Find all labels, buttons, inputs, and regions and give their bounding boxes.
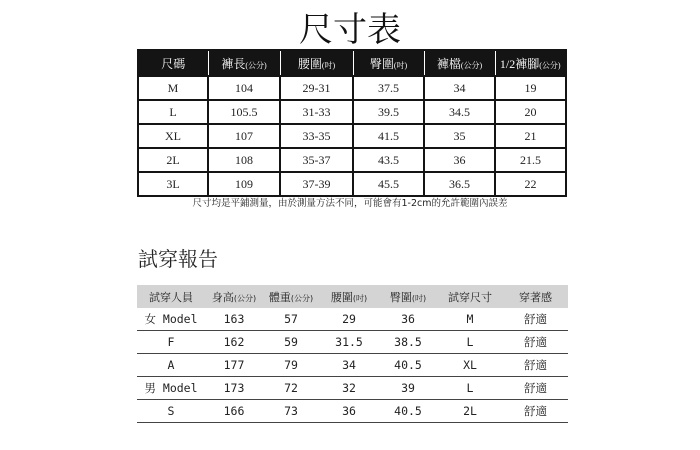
size-chart-table (137, 49, 567, 197)
header-unit: (公分) (245, 60, 267, 70)
header-label: 腰圍 (330, 290, 353, 304)
table-cell: 29 (319, 308, 379, 331)
header-label: 試穿尺寸 (448, 290, 492, 304)
table-cell: 36 (379, 308, 437, 331)
table-cell: 45.5 (353, 172, 424, 196)
header-label: 身高 (211, 290, 234, 304)
size-chart-title: 尺寸表 (299, 10, 401, 50)
trial-header-row (137, 285, 568, 308)
table-row (137, 377, 568, 400)
table-cell: M (437, 308, 503, 331)
table-cell: 21 (495, 124, 566, 148)
table-cell: 舒適 (503, 331, 568, 354)
table-cell: A (137, 354, 205, 377)
table-row (137, 308, 568, 331)
trial-header-size (437, 285, 503, 308)
header-label: 穿著感 (519, 290, 552, 304)
trial-header-waist (319, 285, 379, 308)
table-cell: 43.5 (353, 148, 424, 172)
trial-header-weight (263, 285, 319, 308)
table-cell: 166 (205, 400, 263, 423)
table-cell: 35-37 (280, 148, 353, 172)
header-unit: (公分) (460, 60, 483, 70)
header-unit: (公分) (539, 60, 561, 70)
header-label: 褲檔 (436, 56, 461, 71)
table-cell: 37.5 (353, 76, 424, 100)
table-cell: 36 (319, 400, 379, 423)
table-row (138, 172, 566, 196)
table-cell: 107 (208, 124, 280, 148)
table-cell: 31-33 (280, 100, 353, 124)
table-row (137, 400, 568, 423)
table-cell: 32 (319, 377, 379, 400)
table-cell: L (138, 100, 208, 124)
table-cell: 舒適 (503, 400, 568, 423)
table-cell: 女 Model (137, 308, 205, 331)
size-header-length (208, 50, 280, 76)
table-cell: 2L (138, 148, 208, 172)
table-cell: 19 (495, 76, 566, 100)
table-cell: 舒適 (503, 354, 568, 377)
size-header-hem (495, 50, 566, 76)
trial-header-person (137, 285, 205, 308)
table-cell: S (137, 400, 205, 423)
header-label: 褲長 (221, 56, 246, 71)
header-unit: (吋) (393, 60, 408, 70)
table-cell: 177 (205, 354, 263, 377)
header-unit: (公分) (290, 293, 314, 303)
table-cell: 3L (138, 172, 208, 196)
trial-report-title: 試穿報告 (138, 247, 218, 271)
header-label: 體重 (268, 290, 291, 304)
table-cell: 36.5 (424, 172, 495, 196)
table-cell: 37-39 (280, 172, 353, 196)
table-cell: 34.5 (424, 100, 495, 124)
header-unit: (吋) (352, 293, 368, 303)
table-cell: 162 (205, 331, 263, 354)
table-row (138, 148, 566, 172)
table-cell: 21.5 (495, 148, 566, 172)
table-cell: 40.5 (379, 354, 437, 377)
size-header-hip (353, 50, 424, 76)
table-cell: 男 Model (137, 377, 205, 400)
table-row (138, 124, 566, 148)
table-row (137, 354, 568, 377)
header-label: 1/2褲腳 (499, 56, 540, 71)
table-cell: 72 (263, 377, 319, 400)
header-unit: (吋) (321, 60, 336, 70)
header-label: 腰圍 (297, 56, 322, 71)
table-cell: 109 (208, 172, 280, 196)
table-cell: 108 (208, 148, 280, 172)
table-cell: 163 (205, 308, 263, 331)
table-cell: M (138, 76, 208, 100)
table-cell: 40.5 (379, 400, 437, 423)
table-cell: 舒適 (503, 377, 568, 400)
trial-header-height (205, 285, 263, 308)
table-cell: 104 (208, 76, 280, 100)
table-cell: 173 (205, 377, 263, 400)
table-cell: 105.5 (208, 100, 280, 124)
table-cell: 35 (424, 124, 495, 148)
size-header-rise (424, 50, 495, 76)
trial-report-table (137, 285, 568, 423)
table-cell: 2L (437, 400, 503, 423)
table-cell: 舒適 (503, 308, 568, 331)
table-cell: 20 (495, 100, 566, 124)
header-label: 試穿人員 (149, 290, 193, 304)
table-cell: L (437, 331, 503, 354)
trial-header-hip (379, 285, 437, 308)
size-chart-header-row (138, 50, 566, 76)
table-cell: 38.5 (379, 331, 437, 354)
table-row (137, 331, 568, 354)
table-cell: 39.5 (353, 100, 424, 124)
trial-header-fit (503, 285, 568, 308)
table-cell: 34 (319, 354, 379, 377)
table-cell: 41.5 (353, 124, 424, 148)
header-unit: (公分) (233, 293, 257, 303)
table-cell: XL (138, 124, 208, 148)
table-cell: 33-35 (280, 124, 353, 148)
header-label: 臀圍 (369, 56, 394, 71)
table-cell: 22 (495, 172, 566, 196)
table-cell: 59 (263, 331, 319, 354)
table-cell: 79 (263, 354, 319, 377)
table-cell: 34 (424, 76, 495, 100)
header-unit: (吋) (411, 293, 427, 303)
table-cell: 57 (263, 308, 319, 331)
table-cell: F (137, 331, 205, 354)
table-cell: 36 (424, 148, 495, 172)
table-row (138, 100, 566, 124)
table-cell: 31.5 (319, 331, 379, 354)
table-cell: L (437, 377, 503, 400)
table-cell: XL (437, 354, 503, 377)
measurement-note: 尺寸均是平鋪測量，由於測量方法不同，可能會有1-2cm的允許範圍內誤差 (192, 198, 508, 209)
table-cell: 73 (263, 400, 319, 423)
table-cell: 39 (379, 377, 437, 400)
table-cell: 29-31 (280, 76, 353, 100)
size-header-waist (280, 50, 353, 76)
size-header-size (138, 50, 208, 76)
header-label: 尺碼 (161, 56, 186, 71)
table-row (138, 76, 566, 100)
header-label: 臀圍 (389, 290, 412, 304)
